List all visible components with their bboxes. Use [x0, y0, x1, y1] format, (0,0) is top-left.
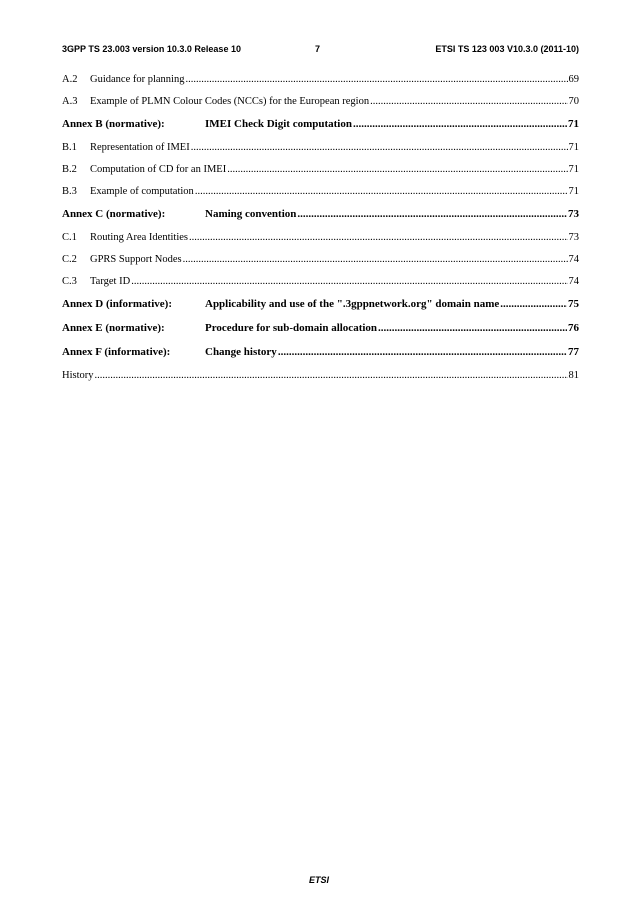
toc-entry-title: History [62, 370, 94, 381]
toc-entry [62, 253, 579, 267]
toc-page-number: 81 [568, 370, 579, 381]
toc-dot-leader [131, 275, 567, 289]
toc-entry [62, 73, 579, 87]
table-of-contents [62, 73, 579, 391]
toc-entry-title: Applicability and use of the ".3gppnetwork.org" domain name [205, 298, 500, 310]
toc-entry-number: A.2 [62, 74, 78, 85]
toc-page-number: 73 [568, 208, 579, 220]
toc-page-number: 71 [568, 118, 579, 130]
toc-dot-leader [195, 185, 568, 199]
toc-entry-number: B.1 [62, 142, 77, 153]
toc-entry [62, 275, 579, 289]
toc-entry-title: Representation of IMEI [90, 142, 190, 153]
toc-annex-label: Annex E (normative): [62, 322, 165, 334]
toc-entry [62, 95, 579, 109]
toc-annex-entry [62, 321, 579, 337]
header-page-number: 7 [315, 44, 321, 54]
toc-page-number: 74 [568, 276, 579, 287]
toc-page-number: 71 [568, 142, 579, 153]
toc-entry-number: C.1 [62, 232, 77, 243]
toc-annex-label: Annex D (informative): [62, 298, 172, 310]
toc-annex-entry [62, 207, 579, 223]
toc-annex-label: Annex B (normative): [62, 118, 165, 130]
toc-annex-entry [62, 117, 579, 133]
toc-dot-leader [191, 141, 568, 155]
toc-entry-title: IMEI Check Digit computation [205, 118, 352, 130]
toc-entry-number: A.3 [62, 96, 78, 107]
toc-dot-leader [278, 345, 567, 359]
toc-annex-entry [62, 345, 579, 361]
toc-page-number: 73 [568, 232, 579, 243]
toc-entry-title: Naming convention [205, 208, 297, 220]
toc-annex-label: Annex F (informative): [62, 346, 171, 358]
toc-entry-title: Example of PLMN Colour Codes (NCCs) for the European region [90, 96, 370, 107]
toc-annex-label: Annex C (normative): [62, 208, 166, 220]
toc-dot-leader [353, 117, 567, 131]
page-header [62, 44, 579, 58]
toc-dot-leader [95, 369, 568, 383]
toc-entry-title: Computation of CD for an IMEI [90, 164, 227, 175]
toc-dot-leader [227, 163, 567, 177]
toc-page-number: 71 [568, 186, 579, 197]
toc-entry-title: Example of computation [90, 186, 194, 197]
toc-dot-leader [500, 297, 567, 311]
toc-dot-leader [189, 231, 568, 245]
page-footer: ETSI [308, 875, 329, 885]
toc-entry [62, 163, 579, 177]
toc-dot-leader [297, 207, 567, 221]
toc-dot-leader [183, 253, 568, 267]
toc-entry-number: B.3 [62, 186, 77, 197]
toc-page-number: 74 [568, 254, 579, 265]
toc-dot-leader [378, 321, 567, 335]
toc-page-number: 70 [568, 96, 579, 107]
toc-entry-title: Guidance for planning [90, 74, 185, 85]
toc-entry-title: Change history [205, 346, 277, 358]
toc-dot-leader [370, 95, 567, 109]
toc-page-number: 77 [568, 346, 579, 358]
toc-page-number: 69 [568, 74, 579, 85]
toc-entry [62, 185, 579, 199]
header-document-title: 3GPP TS 23.003 version 10.3.0 Release 10 [62, 44, 241, 54]
toc-entry-number: C.2 [62, 254, 77, 265]
toc-entry-number: C.3 [62, 276, 77, 287]
toc-page-number: 76 [568, 322, 579, 334]
toc-page-number: 71 [568, 164, 579, 175]
toc-annex-entry [62, 297, 579, 313]
toc-entry [62, 231, 579, 245]
toc-entry-title: GPRS Support Nodes [90, 254, 182, 265]
toc-entry [62, 141, 579, 155]
toc-entry [62, 369, 579, 383]
toc-entry-title: Target ID [90, 276, 131, 287]
header-document-id: ETSI TS 123 003 V10.3.0 (2011-10) [435, 44, 579, 54]
toc-page-number: 75 [568, 298, 579, 310]
toc-dot-leader [185, 73, 567, 87]
toc-entry-title: Procedure for sub-domain allocation [205, 322, 378, 334]
toc-entry-title: Routing Area Identities [90, 232, 188, 243]
toc-entry-number: B.2 [62, 164, 77, 175]
